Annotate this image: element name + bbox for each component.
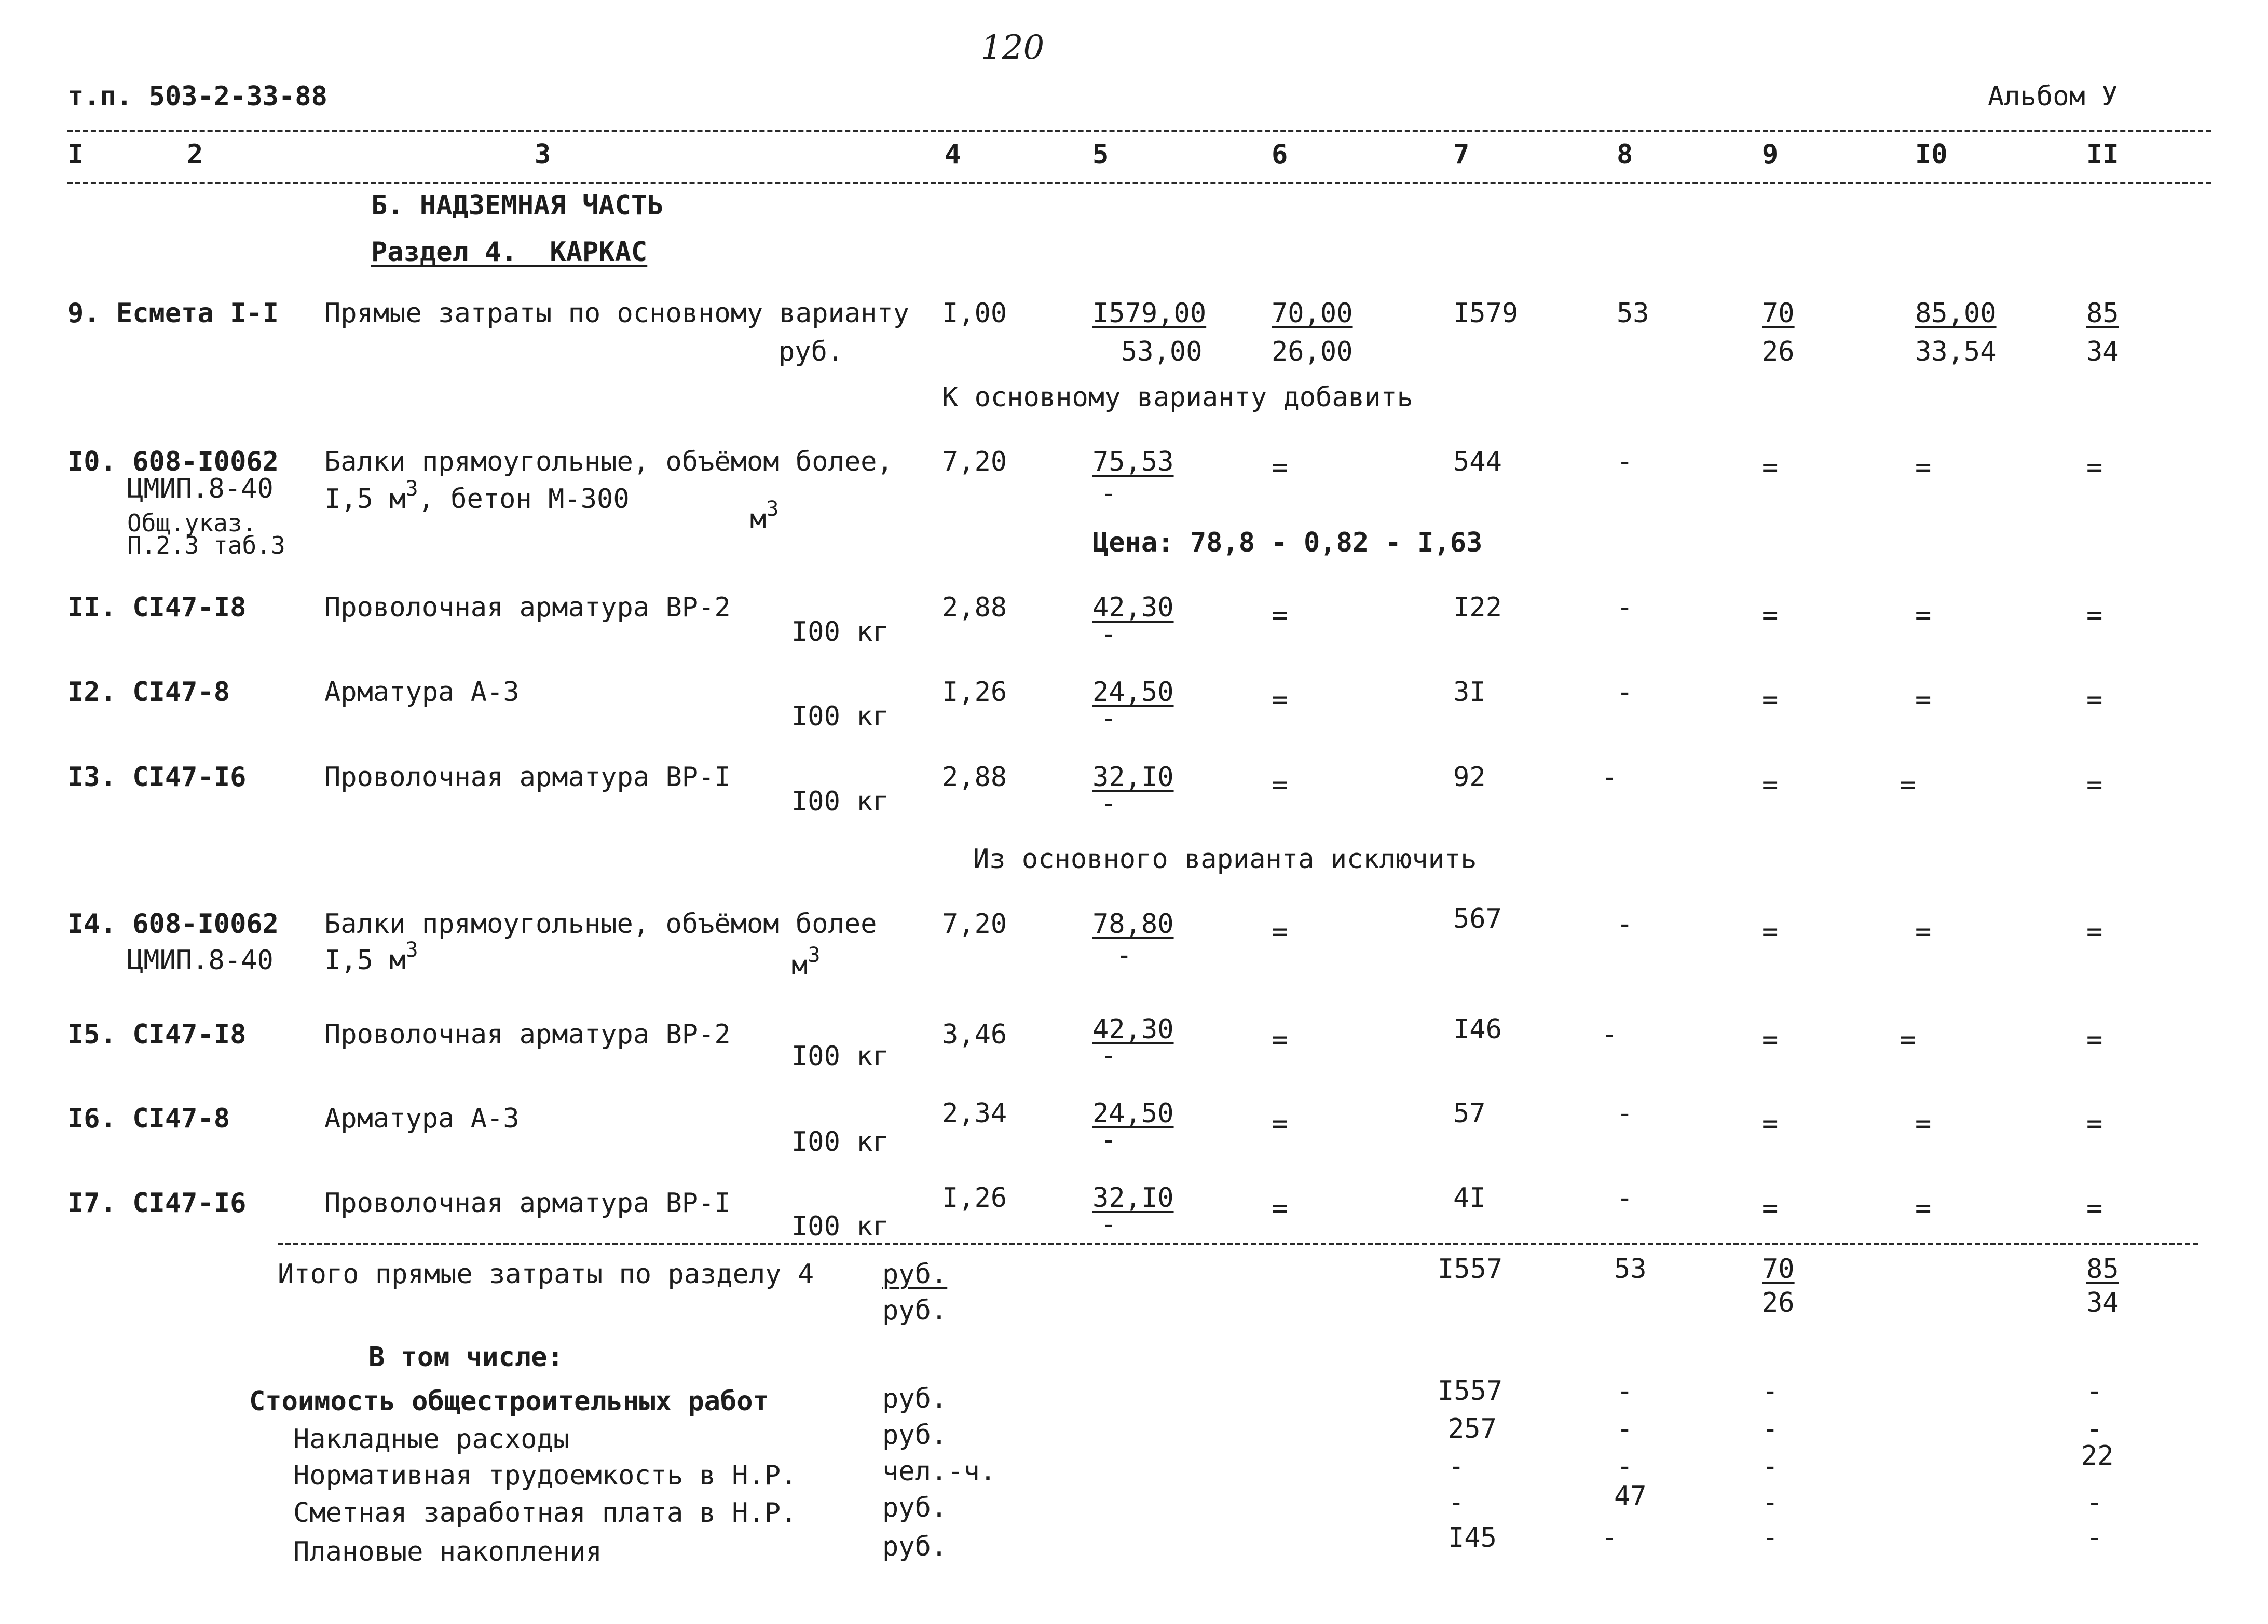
total-label: Итого прямые затраты по разделу 4 [278,1259,814,1290]
summary-label: Накладные расходы [293,1424,570,1455]
cell-total-cost: 567 [1453,903,1502,934]
superscript: 3 [766,497,779,521]
summary-unit: руб. [882,1492,948,1523]
row-description: Балки прямоугольные, объёмом более, [324,446,893,477]
cell-col11: = [2086,1024,2103,1055]
section-title: Б. НАДЗЕМНАЯ ЧАСТЬ [371,190,664,221]
cell-col9: = [1762,452,1779,483]
col-header-10: I0 [1915,139,1948,170]
cell-col10: = [1915,452,1932,483]
cell-col10-bottom: 33,54 [1915,336,1997,367]
summary-col11: 22 [2081,1440,2114,1471]
summary-col9: - [1762,1451,1779,1482]
row-unit: I00 кг [791,616,889,648]
cell-col9: = [1762,1024,1779,1055]
summary-label: Плановые накопления [293,1536,602,1567]
col-header-2: 2 [187,139,203,170]
row-number: I3. CI47-I6 [67,762,247,793]
cell-wage: - [1617,909,1633,940]
cell-total-cost: I579 [1453,298,1519,329]
col-header-9: 9 [1762,139,1779,170]
row-description: Проволочная арматура ВР-2 [324,592,731,623]
cell-col9: = [1762,600,1779,631]
summary-col9: - [1762,1522,1779,1553]
row-unit [791,943,821,981]
cell-total-cost: 4I [1453,1182,1486,1214]
summary-col11: - [2086,1522,2103,1553]
col-header-11: II [2086,139,2119,170]
cell-unit-wage: - [1100,1209,1117,1240]
col-header-6: 6 [1272,139,1288,170]
cell-col6-top: 70,00 [1272,298,1353,329]
summary-label: Сметная заработная плата в Н.Р. [293,1497,797,1529]
cell-col9: = [1762,1108,1779,1139]
cell-unit-wage: - [1100,1040,1117,1071]
row-number: II. CI47-I8 [67,592,247,623]
summary-label: Нормативная трудоемкость в Н.Р. [293,1460,797,1491]
including-label: В том числе: [368,1342,564,1373]
cell-wage: - [1617,1182,1633,1214]
cell-col6: = [1272,916,1288,947]
exclude-variant-header: Из основного варианта исключить [973,844,1477,875]
col-header-3: 3 [535,139,551,170]
summary-wage: - [1617,1451,1633,1482]
summary-cost: - [1448,1451,1465,1482]
cell-quantity: 2,34 [942,1098,1007,1129]
cell-unit-wage: - [1100,788,1117,819]
cell-unit-wage: - [1100,618,1117,650]
cell-quantity: 7,20 [942,446,1007,477]
cell-unit-price: 24,50 [1092,677,1174,708]
cell-quantity: I,26 [942,677,1007,708]
total-unit-2: руб. [882,1295,948,1326]
row-number: I2. CI47-8 [67,677,230,708]
cell-col10: = [1915,916,1932,947]
col-header-8: 8 [1617,139,1633,170]
document-code: т.п. 503-2-33-88 [67,81,327,112]
cell-unit-wage: - [1100,703,1117,734]
summary-cost: - [1448,1487,1465,1518]
cell-unit-wage: - [1100,478,1117,509]
cell-total-cost: I46 [1453,1014,1502,1045]
cell-unit-wage: - [1100,1124,1117,1155]
cell-wage: - [1617,1098,1633,1129]
row-description: Балки прямоугольные, объёмом более [324,909,877,940]
row-unit: I00 кг [791,1211,889,1242]
cell-quantity: I,00 [942,298,1007,329]
cell-total-cost: 92 [1453,762,1486,793]
subsection-title: Раздел 4. КАРКАС [371,237,648,268]
cell-col11-top: 85 [2086,298,2119,329]
cell-quantity: 7,20 [942,909,1007,940]
superscript: 3 [405,938,418,962]
cell-unit-price: 32,I0 [1092,762,1174,793]
cell-wage: - [1617,446,1633,477]
row-number: I4. 608-I0062 [67,909,279,940]
summary-col11: - [2086,1375,2103,1407]
summary-col11: - [2086,1487,2103,1518]
row-description: Арматура А-3 [324,1103,520,1134]
cell-col6: = [1272,769,1288,801]
row-code: ЦМИП.8-40 [127,945,274,976]
summary-col9: - [1762,1375,1779,1407]
total-wage: 53 [1614,1254,1647,1285]
total-rule [278,1243,2198,1245]
cell-col10-top: 85,00 [1915,298,1997,329]
cell-total-cost: 544 [1453,446,1502,477]
cell-wage: - [1601,1019,1618,1050]
row-number: I0. 608-I0062 [67,446,279,477]
cell-col9: = [1762,684,1779,715]
cell-unit-price: 42,30 [1092,592,1174,623]
volume-text: I,5 м [324,945,406,976]
row-unit: руб. [778,336,844,367]
cell-total-cost: 57 [1453,1098,1486,1129]
cell-unit-price: 75,53 [1092,446,1174,477]
cell-col9-top: 70 [1762,298,1795,329]
cell-col6: = [1272,600,1288,631]
row-number: I7. CI47-I6 [67,1188,247,1219]
cell-col11: = [2086,1193,2103,1224]
cell-col11: = [2086,1108,2103,1139]
summary-wage: - [1617,1413,1633,1444]
summary-col9: - [1762,1413,1779,1444]
row-description: Проволочная арматура ВР-I [324,762,731,793]
row-number: I6. CI47-8 [67,1103,230,1134]
cell-col6: = [1272,684,1288,715]
concrete-grade: , бетон М-300 [418,484,630,515]
row-unit: I00 кг [791,786,889,817]
cell-col6: = [1272,1193,1288,1224]
summary-wage: - [1601,1522,1618,1553]
summary-unit: руб. [882,1420,948,1451]
summary-label: Стоимость общестроительных работ [249,1386,769,1417]
total-col9-bottom: 26 [1762,1287,1795,1318]
superscript: 3 [808,943,821,967]
cell-wage: - [1617,677,1633,708]
row-unit: I00 кг [791,1126,889,1158]
cell-unit-price: 32,I0 [1092,1182,1174,1214]
cell-unit-price: 42,30 [1092,1014,1174,1045]
col-header-5: 5 [1092,139,1109,170]
header-rule-top [67,130,2211,132]
cell-col10: = [1900,1024,1916,1055]
row-description: Арматура А-3 [324,677,520,708]
col-header-4: 4 [945,139,961,170]
total-col11-top: 85 [2086,1254,2119,1285]
cell-quantity: 2,88 [942,762,1007,793]
cell-wage: - [1601,762,1618,793]
summary-col9: - [1762,1487,1779,1518]
page-number: 120 [981,29,1045,67]
cell-col9: = [1762,769,1779,801]
cell-wage: 53 [1617,298,1649,329]
cell-col11: = [2086,916,2103,947]
summary-col11: - [2086,1413,2103,1444]
unit-text: м [750,504,767,535]
unit-text: м [791,950,808,981]
summary-unit: чел.-ч. [882,1456,996,1487]
cell-col6-bottom: 26,00 [1272,336,1353,367]
col-header-1: I [67,139,84,170]
row-number: 9. Есмета I-I [67,298,279,329]
cell-col10: = [1915,684,1932,715]
total-col9-top: 70 [1762,1254,1795,1285]
total-unit: руб. [882,1259,948,1290]
row-unit: I00 кг [791,1041,889,1072]
cell-quantity: I,26 [942,1182,1007,1214]
summary-cost: I557 [1438,1375,1503,1407]
summary-unit: руб. [882,1531,948,1562]
cell-unit-wage: 53,00 [1121,336,1203,367]
cell-unit-wage: - [1116,940,1132,971]
row-description: Проволочная арматура ВР-I [324,1188,731,1219]
cell-col11: = [2086,684,2103,715]
row-reference: Общ.указ. [127,509,257,537]
cell-col9: = [1762,1193,1779,1224]
cell-col9: = [1762,916,1779,947]
summary-wage: 47 [1614,1481,1647,1512]
cell-total-cost: 3I [1453,677,1486,708]
row-description-line2 [324,938,418,976]
row-reference-table: П.2.3 таб.3 [127,531,285,559]
cell-col6: = [1272,1108,1288,1139]
cell-quantity: 3,46 [942,1019,1007,1050]
price-note: Цена: 78,8 - 0,82 - I,63 [1092,527,1483,558]
cell-wage: - [1617,592,1633,623]
cell-col11: = [2086,452,2103,483]
volume-text: I,5 м [324,484,406,515]
total-cost: I557 [1438,1254,1503,1285]
col-header-7: 7 [1453,139,1470,170]
add-variant-header: К основному варианту добавить [942,382,1413,413]
cell-col6: = [1272,1024,1288,1055]
cell-unit-price: I579,00 [1092,298,1207,329]
cell-unit-price: 78,80 [1092,909,1174,940]
cell-col10: = [1915,1108,1932,1139]
row-description: Прямые затраты по основному варианту [324,298,910,329]
cell-col6: = [1272,452,1288,483]
row-number: I5. CI47-I8 [67,1019,247,1050]
header-rule-bottom [67,182,2211,184]
cell-quantity: 2,88 [942,592,1007,623]
row-description: Проволочная арматура ВР-2 [324,1019,731,1050]
summary-cost: 257 [1448,1413,1497,1444]
superscript: 3 [405,477,418,501]
cell-col10: = [1915,600,1932,631]
row-code: ЦМИП.8-40 [127,473,274,504]
summary-cost: I45 [1448,1522,1497,1553]
row-unit: I00 кг [791,701,889,732]
cell-col11: = [2086,769,2103,801]
cell-col10: = [1915,1193,1932,1224]
cell-col10: = [1900,769,1916,801]
cell-col9-bottom: 26 [1762,336,1795,367]
row-unit [750,497,779,535]
summary-wage: - [1617,1375,1633,1407]
cell-total-cost: I22 [1453,592,1502,623]
summary-unit: руб. [882,1383,948,1414]
cell-col11-bottom: 34 [2086,336,2119,367]
row-description-line2 [324,477,630,515]
total-col11-bottom: 34 [2086,1287,2119,1318]
cell-col11: = [2086,600,2103,631]
cell-unit-price: 24,50 [1092,1098,1174,1129]
album-label: Альбом У [1988,81,2118,112]
